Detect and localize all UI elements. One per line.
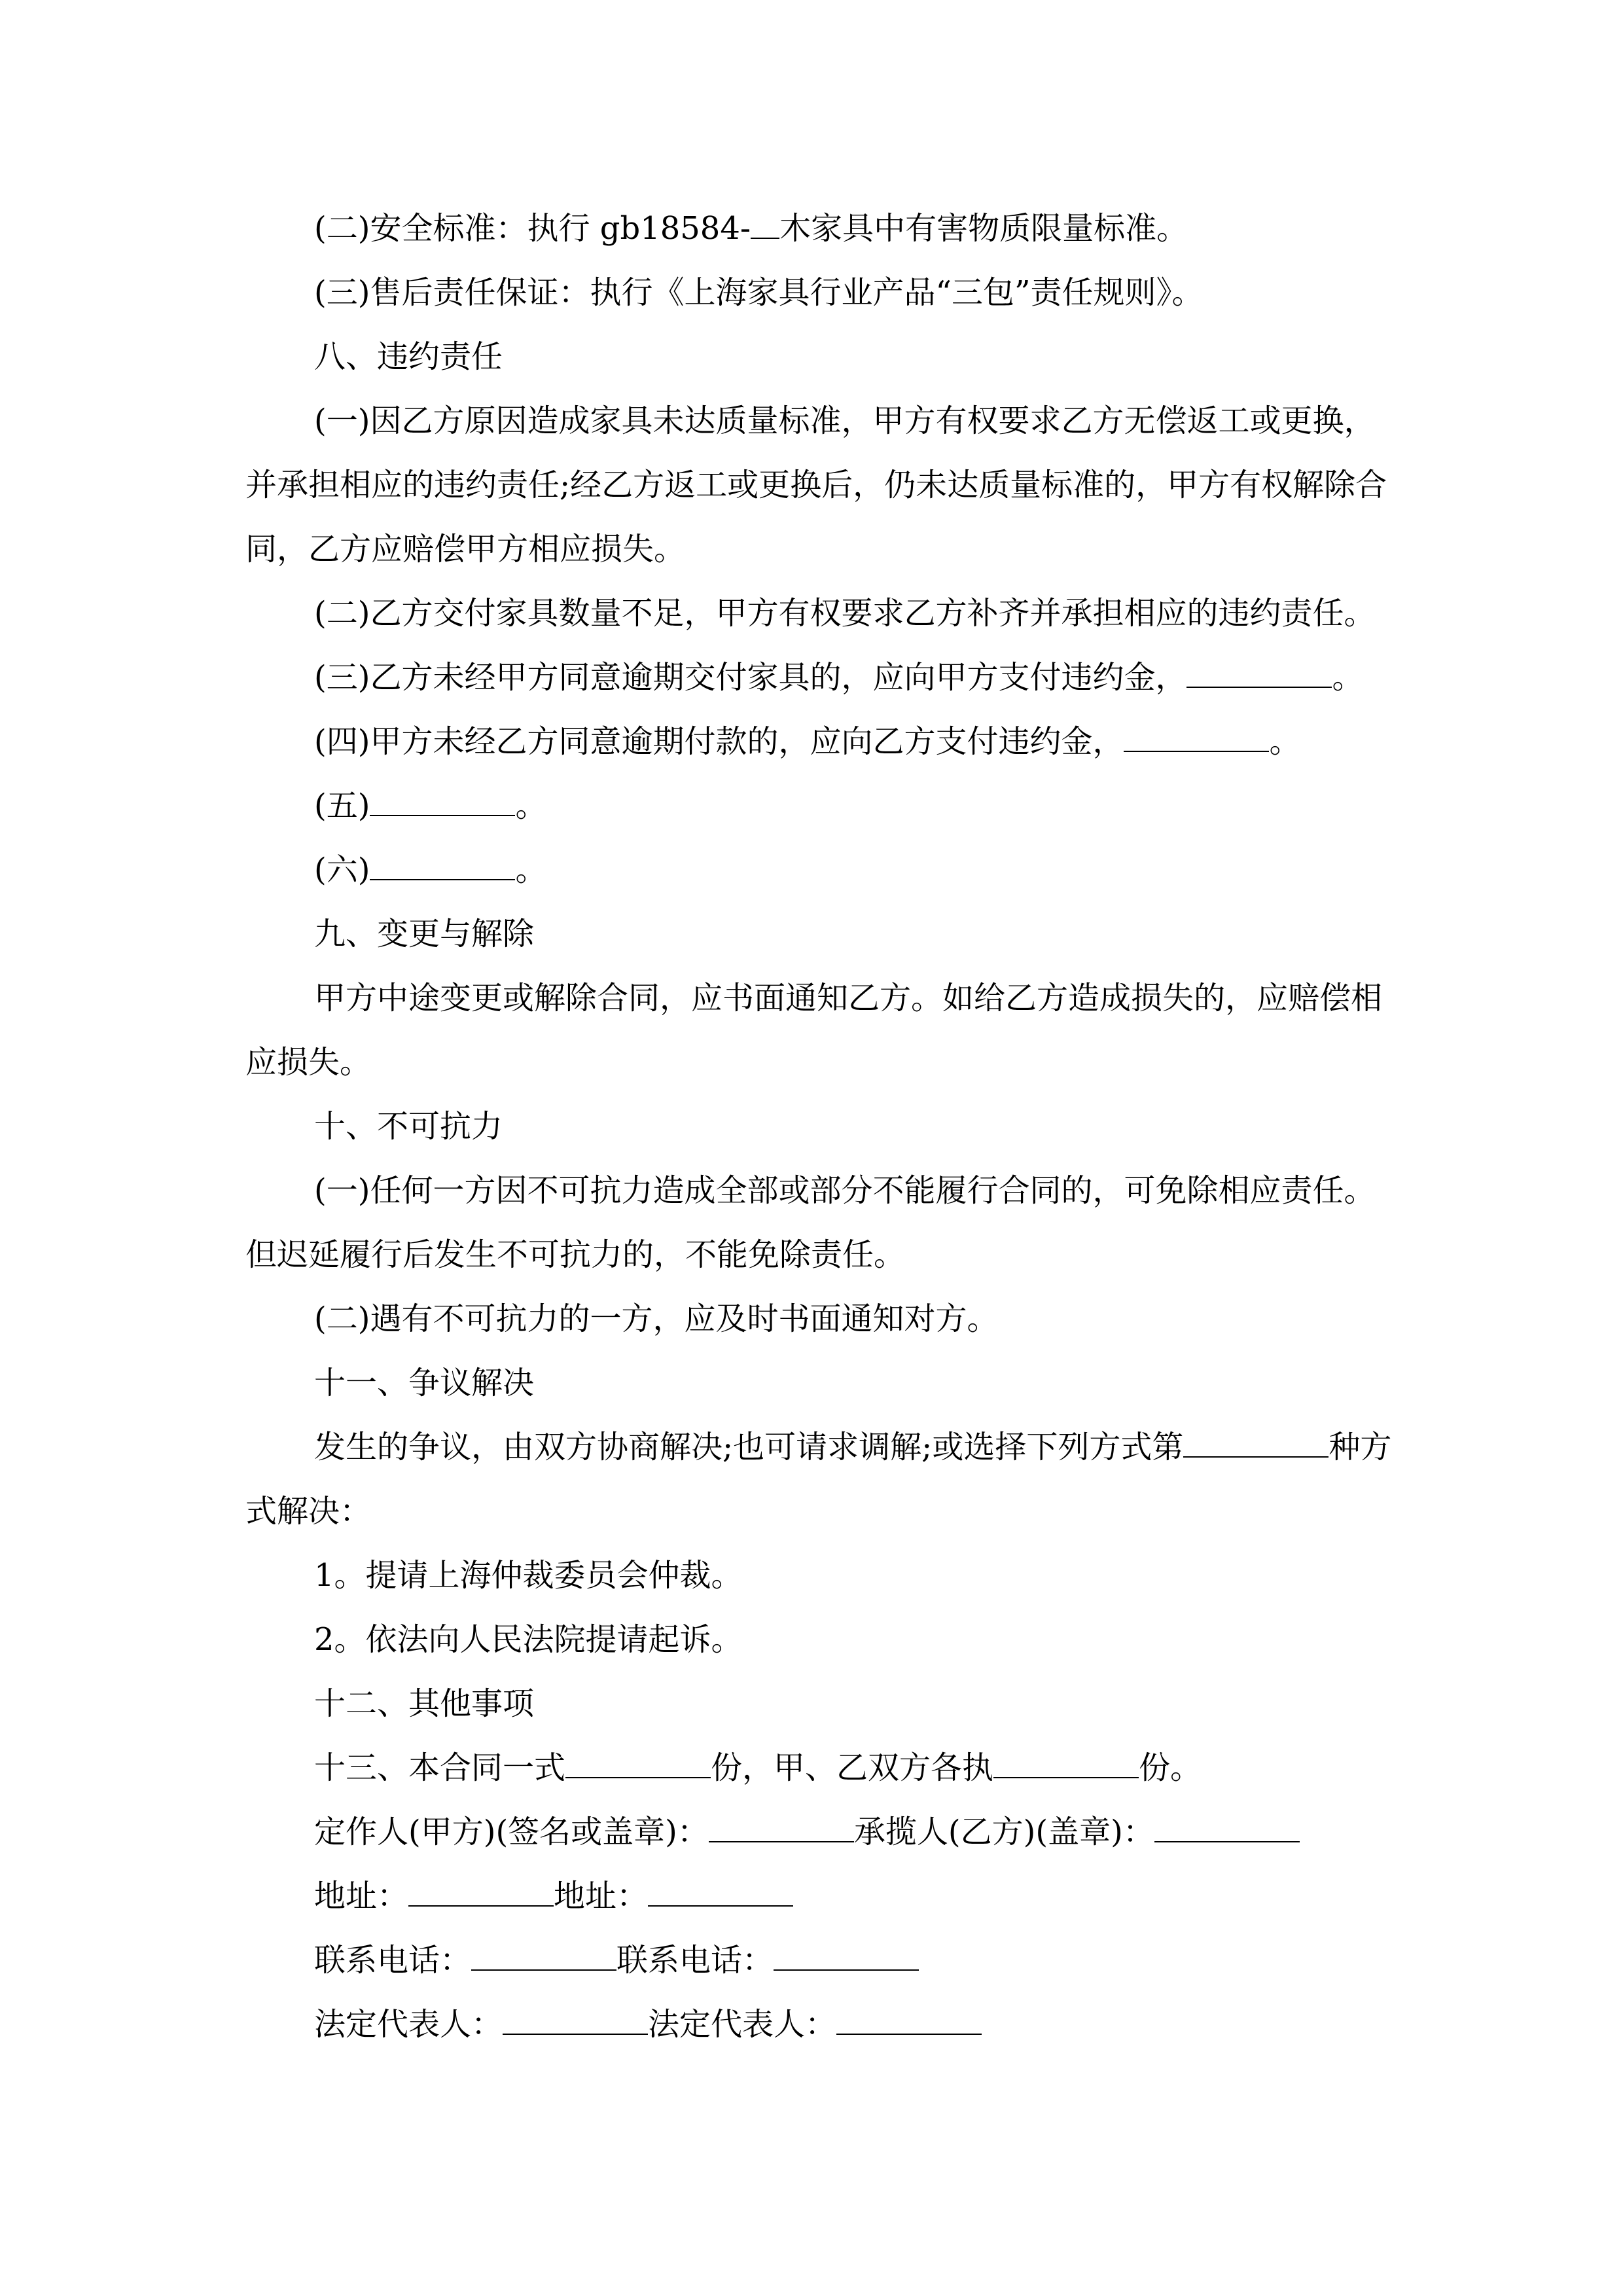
text: 十三、本合同一式 <box>314 1749 566 1786</box>
blank-field[interactable] <box>751 211 779 239</box>
change-clause: 甲方中途变更或解除合同，应书面通知乙方。如给乙方造成损失的，应赔偿相应损失。 <box>245 980 1383 1081</box>
text: 定作人(甲方)(签名或盖章)： <box>314 1814 709 1850</box>
blank-field[interactable] <box>1186 660 1332 688</box>
text: 。 <box>1332 659 1364 696</box>
copies-clause <box>245 1736 1397 1800</box>
text: (六) <box>314 852 370 888</box>
breach-clause-2: (二)乙方交付家具数量不足，甲方有权要求乙方补齐并承担相应的违约责任。 <box>314 595 1376 632</box>
text: (三)乙方未经甲方同意逾期交付家具的，应向甲方支付违约金， <box>314 659 1187 696</box>
breach-clause-6 <box>245 838 1397 902</box>
blank-field[interactable] <box>370 789 515 816</box>
blank-field[interactable] <box>471 1943 616 1971</box>
text: 法定代表人： <box>648 2006 837 2043</box>
text: 承揽人(乙方)(盖章)： <box>853 1814 1154 1850</box>
blank-field[interactable] <box>836 2007 982 2035</box>
breach-clause-1: (一)因乙方原因造成家具未达质量标准，甲方有权要求乙方无偿返工或更换，并承担相应的违约责任;经乙方返工或更换后，仍未达质量标准的，甲方有权解除合同，乙方应赔偿甲方相应损失。 <box>245 403 1387 567</box>
text: (五) <box>314 787 370 824</box>
breach-clause-5 <box>245 774 1397 838</box>
force-majeure-clause-1: (一)任何一方因不可抗力造成全部或部分不能履行合同的，可免除相应责任。但迟延履行后发生不可抗力的，不能免除责任。 <box>245 1172 1376 1273</box>
breach-clause-4 <box>245 709 1397 774</box>
text: 联系电话： <box>314 1942 472 1979</box>
blank-field[interactable] <box>993 1751 1139 1778</box>
text: 联系电话： <box>616 1942 774 1979</box>
section-heading-other: 十二、其他事项 <box>314 1685 535 1722</box>
text: 地址： <box>554 1878 649 1914</box>
phone-line <box>245 1928 1397 1992</box>
signature-line <box>245 1800 1397 1864</box>
blank-field[interactable] <box>648 1879 793 1907</box>
text: (四)甲方未经乙方同意逾期付款的，应向乙方支付违约金， <box>314 723 1124 760</box>
text: 。 <box>515 852 547 888</box>
blank-field[interactable] <box>370 853 515 880</box>
dispute-option-1: 1。提请上海仲裁委员会仲裁。 <box>314 1557 743 1594</box>
text: 份。 <box>1139 1749 1202 1786</box>
text: (二)安全标准：执行 gb18584- <box>314 210 751 247</box>
address-line <box>245 1864 1397 1928</box>
text: 地址： <box>314 1878 409 1914</box>
blank-field[interactable] <box>503 2007 648 2035</box>
safety-standard-line <box>245 196 1397 260</box>
breach-clause-3 <box>245 645 1397 709</box>
blank-field[interactable] <box>1183 1430 1329 1458</box>
section-heading-breach: 八、违约责任 <box>314 338 503 375</box>
dispute-option-2: 2。依法向人民法院提请起诉。 <box>314 1621 743 1658</box>
text: 。 <box>1269 723 1301 760</box>
section-heading-change: 九、变更与解除 <box>314 916 535 952</box>
text: 发生的争议，由双方协商解决;也可请求调解;或选择下列方式第 <box>314 1429 1184 1465</box>
text: 法定代表人： <box>314 2006 503 2043</box>
section-heading-force-majeure: 十、不可抗力 <box>314 1108 503 1145</box>
text: 份，甲、乙双方各执 <box>711 1749 994 1786</box>
blank-field[interactable] <box>1154 1815 1300 1842</box>
section-heading-dispute: 十一、争议解决 <box>314 1365 535 1401</box>
text: 。 <box>515 787 547 824</box>
blank-field[interactable] <box>774 1943 919 1971</box>
legal-rep-line <box>245 1992 1397 2056</box>
dispute-clause <box>245 1415 1397 1543</box>
blank-field[interactable] <box>1124 725 1269 752</box>
blank-field[interactable] <box>408 1879 554 1907</box>
document-body <box>245 196 1397 2056</box>
after-sales-line: (三)售后责任保证：执行《上海家具行业产品“三包”责任规则》。 <box>314 274 1204 311</box>
text: 种方式解决： <box>245 1429 1392 1530</box>
force-majeure-clause-2: (二)遇有不可抗力的一方，应及时书面通知对方。 <box>314 1300 999 1337</box>
blank-field[interactable] <box>709 1815 854 1842</box>
blank-field[interactable] <box>565 1751 711 1778</box>
text: 木家具中有害物质限量标准。 <box>779 210 1188 247</box>
